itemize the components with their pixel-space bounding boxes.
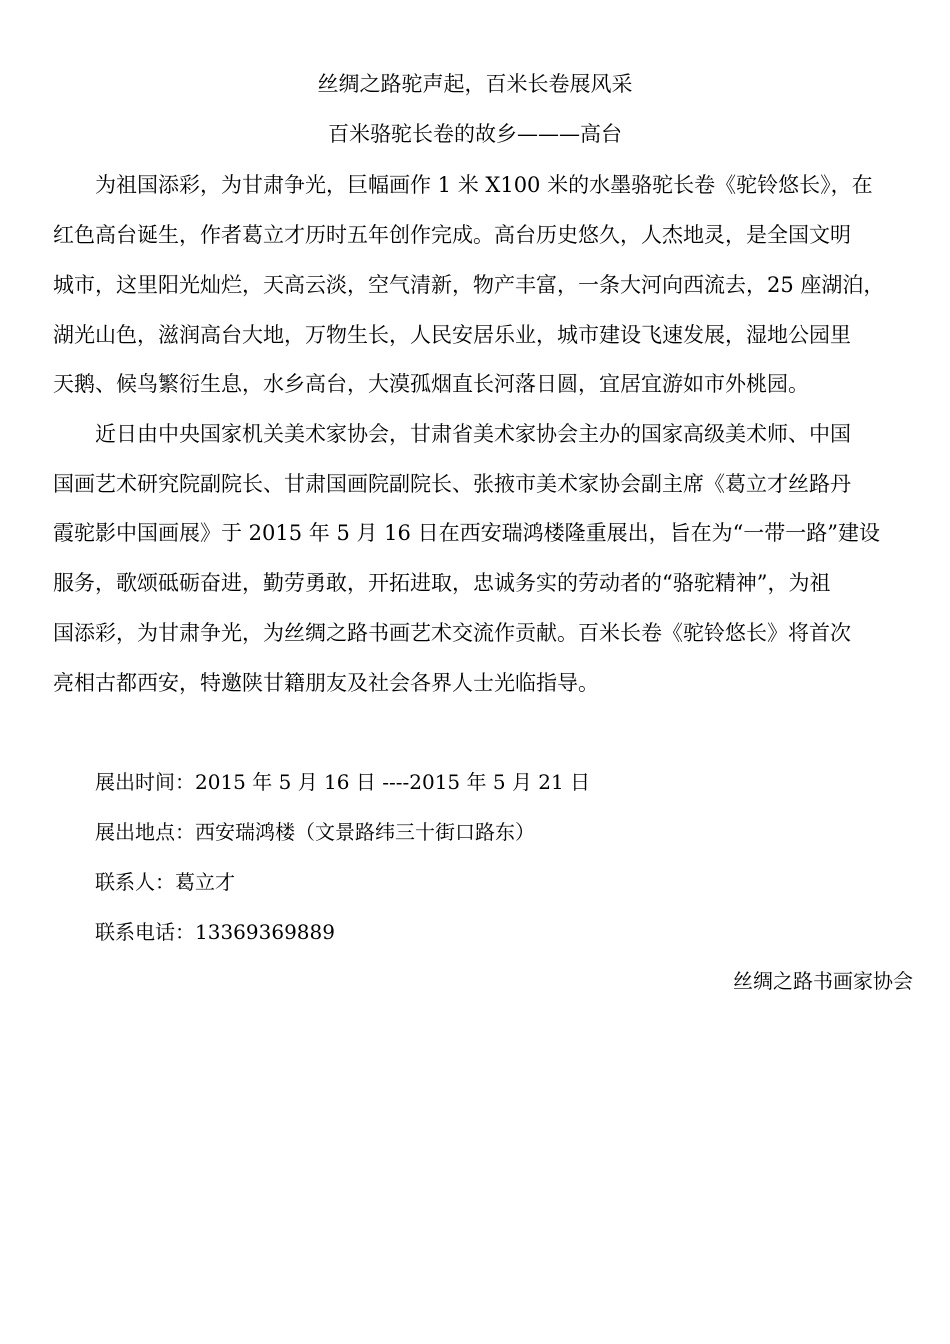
contact-person: 联系人：葛立才 <box>95 870 235 894</box>
paragraph-line: 国画艺术研究院副院长、甘肃国画院副院长、张掖市美术家协会副主席《葛立才丝路丹 <box>53 472 851 496</box>
paragraph-line: 为祖国添彩，为甘肃争光，巨幅画作 1 米 X100 米的水墨骆驼长卷《驼铃悠长》，在 <box>95 173 873 197</box>
signature-organization: 丝绸之路书画家协会 <box>733 969 913 993</box>
document-title: 丝绸之路驼声起，百米长卷展风采 <box>317 72 633 96</box>
paragraph-line: 城市，这里阳光灿烂，天高云淡，空气清新，物产丰富，一条大河向西流去，25 座湖泊， <box>53 273 885 297</box>
paragraph-line: 亮相古都西安，特邀陕甘籍朋友及社会各界人士光临指导。 <box>53 671 599 695</box>
paragraph-line: 国添彩，为甘肃争光，为丝绸之路书画艺术交流作贡献。百米长卷《驼铃悠长》将首次 <box>53 621 851 645</box>
paragraph-line: 霞驼影中国画展》于 2015 年 5 月 16 日在西安瑞鸿楼隆重展出，旨在为“一带一路”建设 <box>53 521 881 545</box>
exhibition-time: 展出时间：2015 年 5 月 16 日 ----2015 年 5 月 21 日 <box>95 770 591 794</box>
exhibition-place: 展出地点：西安瑞鸿楼（文景路纬三十街口路东） <box>95 820 535 844</box>
paragraph-line: 天鹅、候鸟繁衍生息，水乡高台，大漠孤烟直长河落日圆，宜居宜游如市外桃园。 <box>53 372 809 396</box>
paragraph-line: 服务，歌颂砥砺奋进，勤劳勇敢，开拓进取，忠诚务实的劳动者的“骆驼精神”，为祖 <box>53 571 831 595</box>
paragraph-line: 湖光山色，滋润高台大地，万物生长，人民安居乐业，城市建设飞速发展，湿地公园里 <box>53 323 851 347</box>
document-subtitle: 百米骆驼长卷的故乡———高台 <box>328 122 622 146</box>
contact-phone: 联系电话：13369369889 <box>95 920 335 944</box>
paragraph-line: 近日由中央国家机关美术家协会，甘肃省美术家协会主办的国家高级美术师、中国 <box>95 422 851 446</box>
paragraph-line: 红色高台诞生，作者葛立才历时五年创作完成。高台历史悠久，人杰地灵，是全国文明 <box>53 223 851 247</box>
